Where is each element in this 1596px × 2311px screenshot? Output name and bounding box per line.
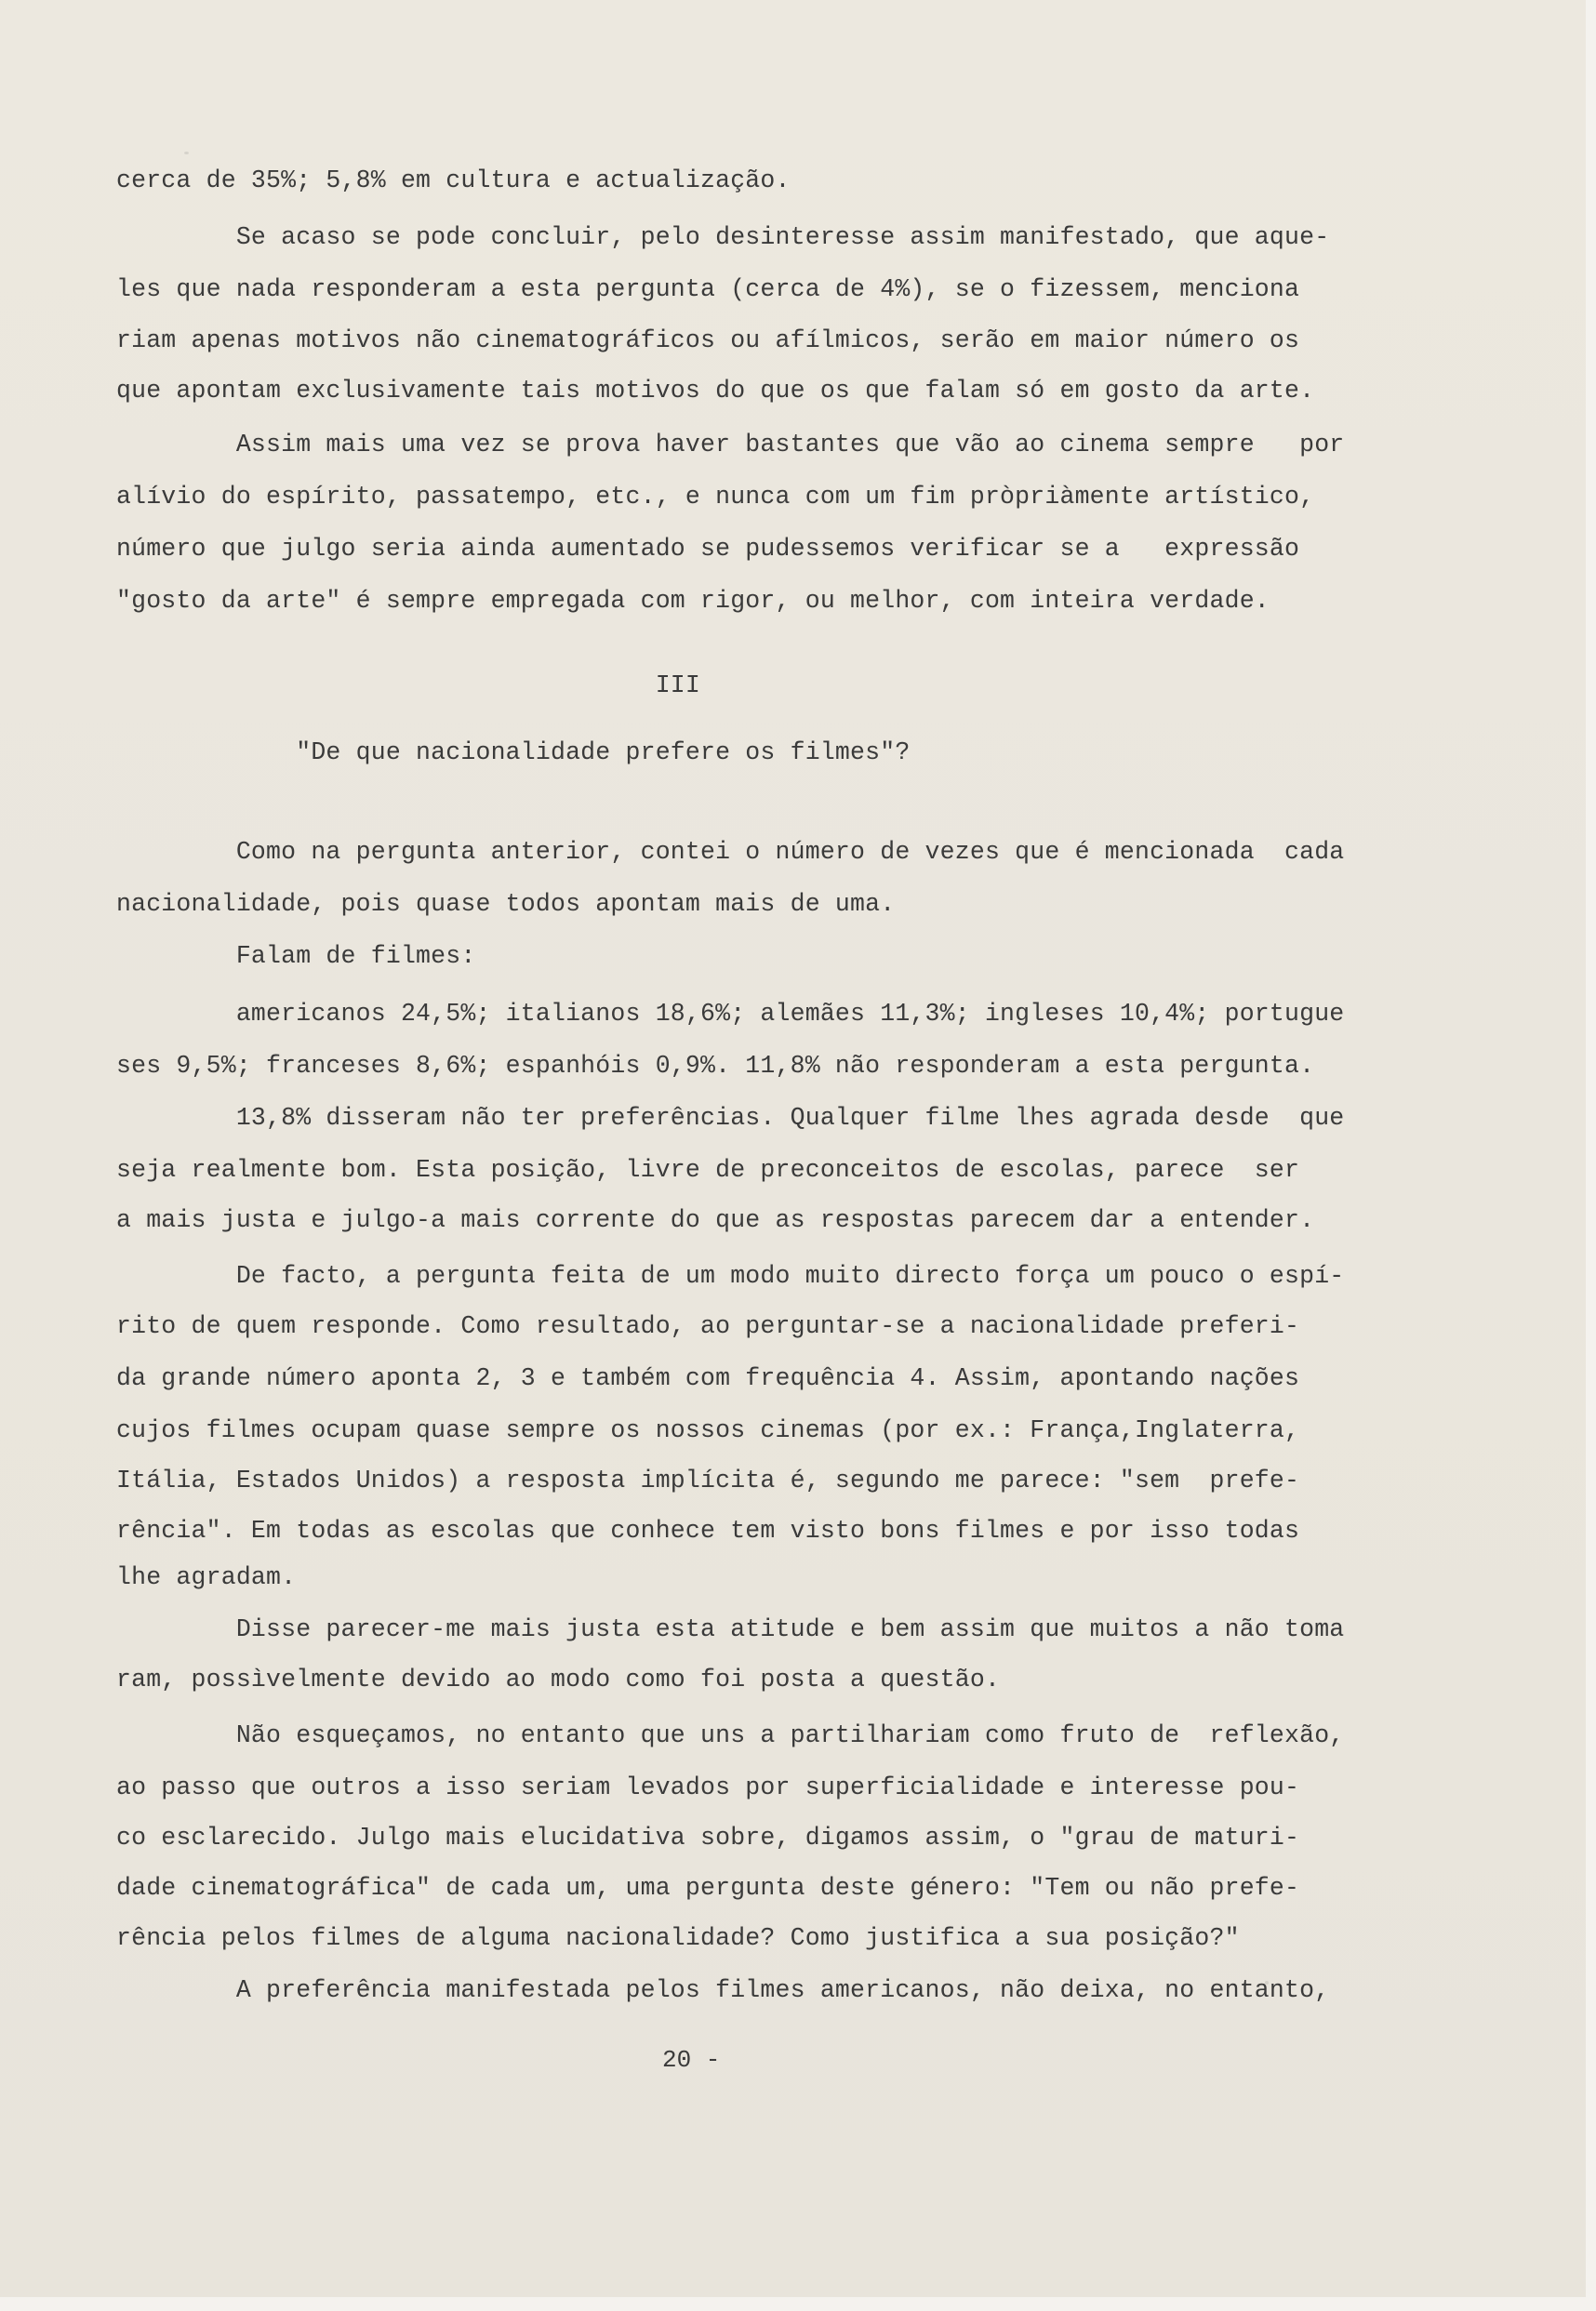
text-line: Como na pergunta anterior, contei o número de vezes que é mencionada cada — [116, 838, 1345, 866]
ink-smudge — [184, 152, 189, 154]
text-line: Assim mais uma vez se prova haver bastantes que vão ao cinema sempre por — [116, 431, 1345, 458]
text-line: cerca de 35%; 5,8% em cultura e actualização. — [116, 166, 791, 194]
text-line: da grande número aponta 2, 3 e também com frequência 4. Assim, apontando nações — [116, 1364, 1300, 1392]
text-line: dade cinematográfica" de cada um, uma pergunta deste género: "Tem ou não prefe- — [116, 1874, 1300, 1902]
text-line: co esclarecido. Julgo mais elucidativa sobre, digamos assim, o "grau de maturi- — [116, 1824, 1300, 1852]
text-line: seja realmente bom. Esta posição, livre de preconceitos de escolas, parece ser — [116, 1156, 1300, 1184]
text-line: Não esqueçamos, no entanto que uns a partilhariam como fruto de reflexão, — [116, 1721, 1345, 1749]
scan-edge-bottom — [0, 2297, 1596, 2311]
text-line: Se acaso se pode concluir, pelo desinteresse assim manifestado, que aque- — [116, 223, 1330, 251]
page-number: 20 - — [662, 2046, 721, 2074]
text-line: cujos filmes ocupam quase sempre os nossos cinemas (por ex.: França,Inglaterra, — [116, 1416, 1300, 1444]
text-line: les que nada responderam a esta pergunta (cerca de 4%), se o fizessem, menciona — [116, 275, 1300, 303]
text-line: americanos 24,5%; italianos 18,6%; alemães 11,3%; ingleses 10,4%; portugue — [116, 1000, 1345, 1028]
text-line: alívio do espírito, passatempo, etc., e nunca com um fim pròpriàmente artístico, — [116, 483, 1315, 511]
text-line: "gosto da arte" é sempre empregada com rigor, ou melhor, com inteira verdade. — [116, 587, 1270, 615]
text-line: riam apenas motivos não cinematográficos ou afílmicos, serão em maior número os — [116, 326, 1300, 354]
text-line: rência pelos filmes de alguma nacionalidade? Como justifica a sua posição?" — [116, 1924, 1240, 1952]
text-line: lhe agradam. — [116, 1563, 297, 1591]
scan-edge-right — [1586, 0, 1596, 2311]
text-line: Itália, Estados Unidos) a resposta implícita é, segundo me parece: "sem prefe- — [116, 1467, 1300, 1494]
text-line: A preferência manifestada pelos filmes americanos, não deixa, no entanto, — [116, 1976, 1330, 2004]
text-line: rência". Em todas as escolas que conhece tem visto bons filmes e por isso todas — [116, 1517, 1300, 1545]
text-line: número que julgo seria ainda aumentado se pudessemos verificar se a expressão — [116, 535, 1300, 563]
text-line: Falam de filmes: — [116, 942, 476, 970]
text-line: ao passo que outros a isso seriam levados por superficialidade e interesse pou- — [116, 1773, 1300, 1801]
question-heading: "De que nacionalidade prefere os filmes"? — [116, 738, 911, 766]
text-line: que apontam exclusivamente tais motivos do que os que falam só em gosto da arte. — [116, 377, 1315, 405]
text-line: a mais justa e julgo-a mais corrente do que as respostas parecem dar a entender. — [116, 1206, 1315, 1234]
text-line: 13,8% disseram não ter preferências. Qualquer filme lhes agrada desde que — [116, 1104, 1345, 1132]
text-line: rito de quem responde. Como resultado, ao perguntar-se a nacionalidade preferi- — [116, 1312, 1300, 1340]
text-line: ram, possìvelmente devido ao modo como foi posta a questão. — [116, 1666, 1001, 1693]
text-line: Disse parecer-me mais justa esta atitude e bem assim que muitos a não toma — [116, 1615, 1345, 1643]
text-line: ses 9,5%; franceses 8,6%; espanhóis 0,9%. 11,8% não responderam a esta pergunta. — [116, 1052, 1315, 1080]
text-line: nacionalidade, pois quase todos apontam mais de uma. — [116, 890, 896, 918]
text-line: De facto, a pergunta feita de um modo muito directo força um pouco o espí- — [116, 1262, 1345, 1290]
section-heading: III — [116, 671, 701, 699]
